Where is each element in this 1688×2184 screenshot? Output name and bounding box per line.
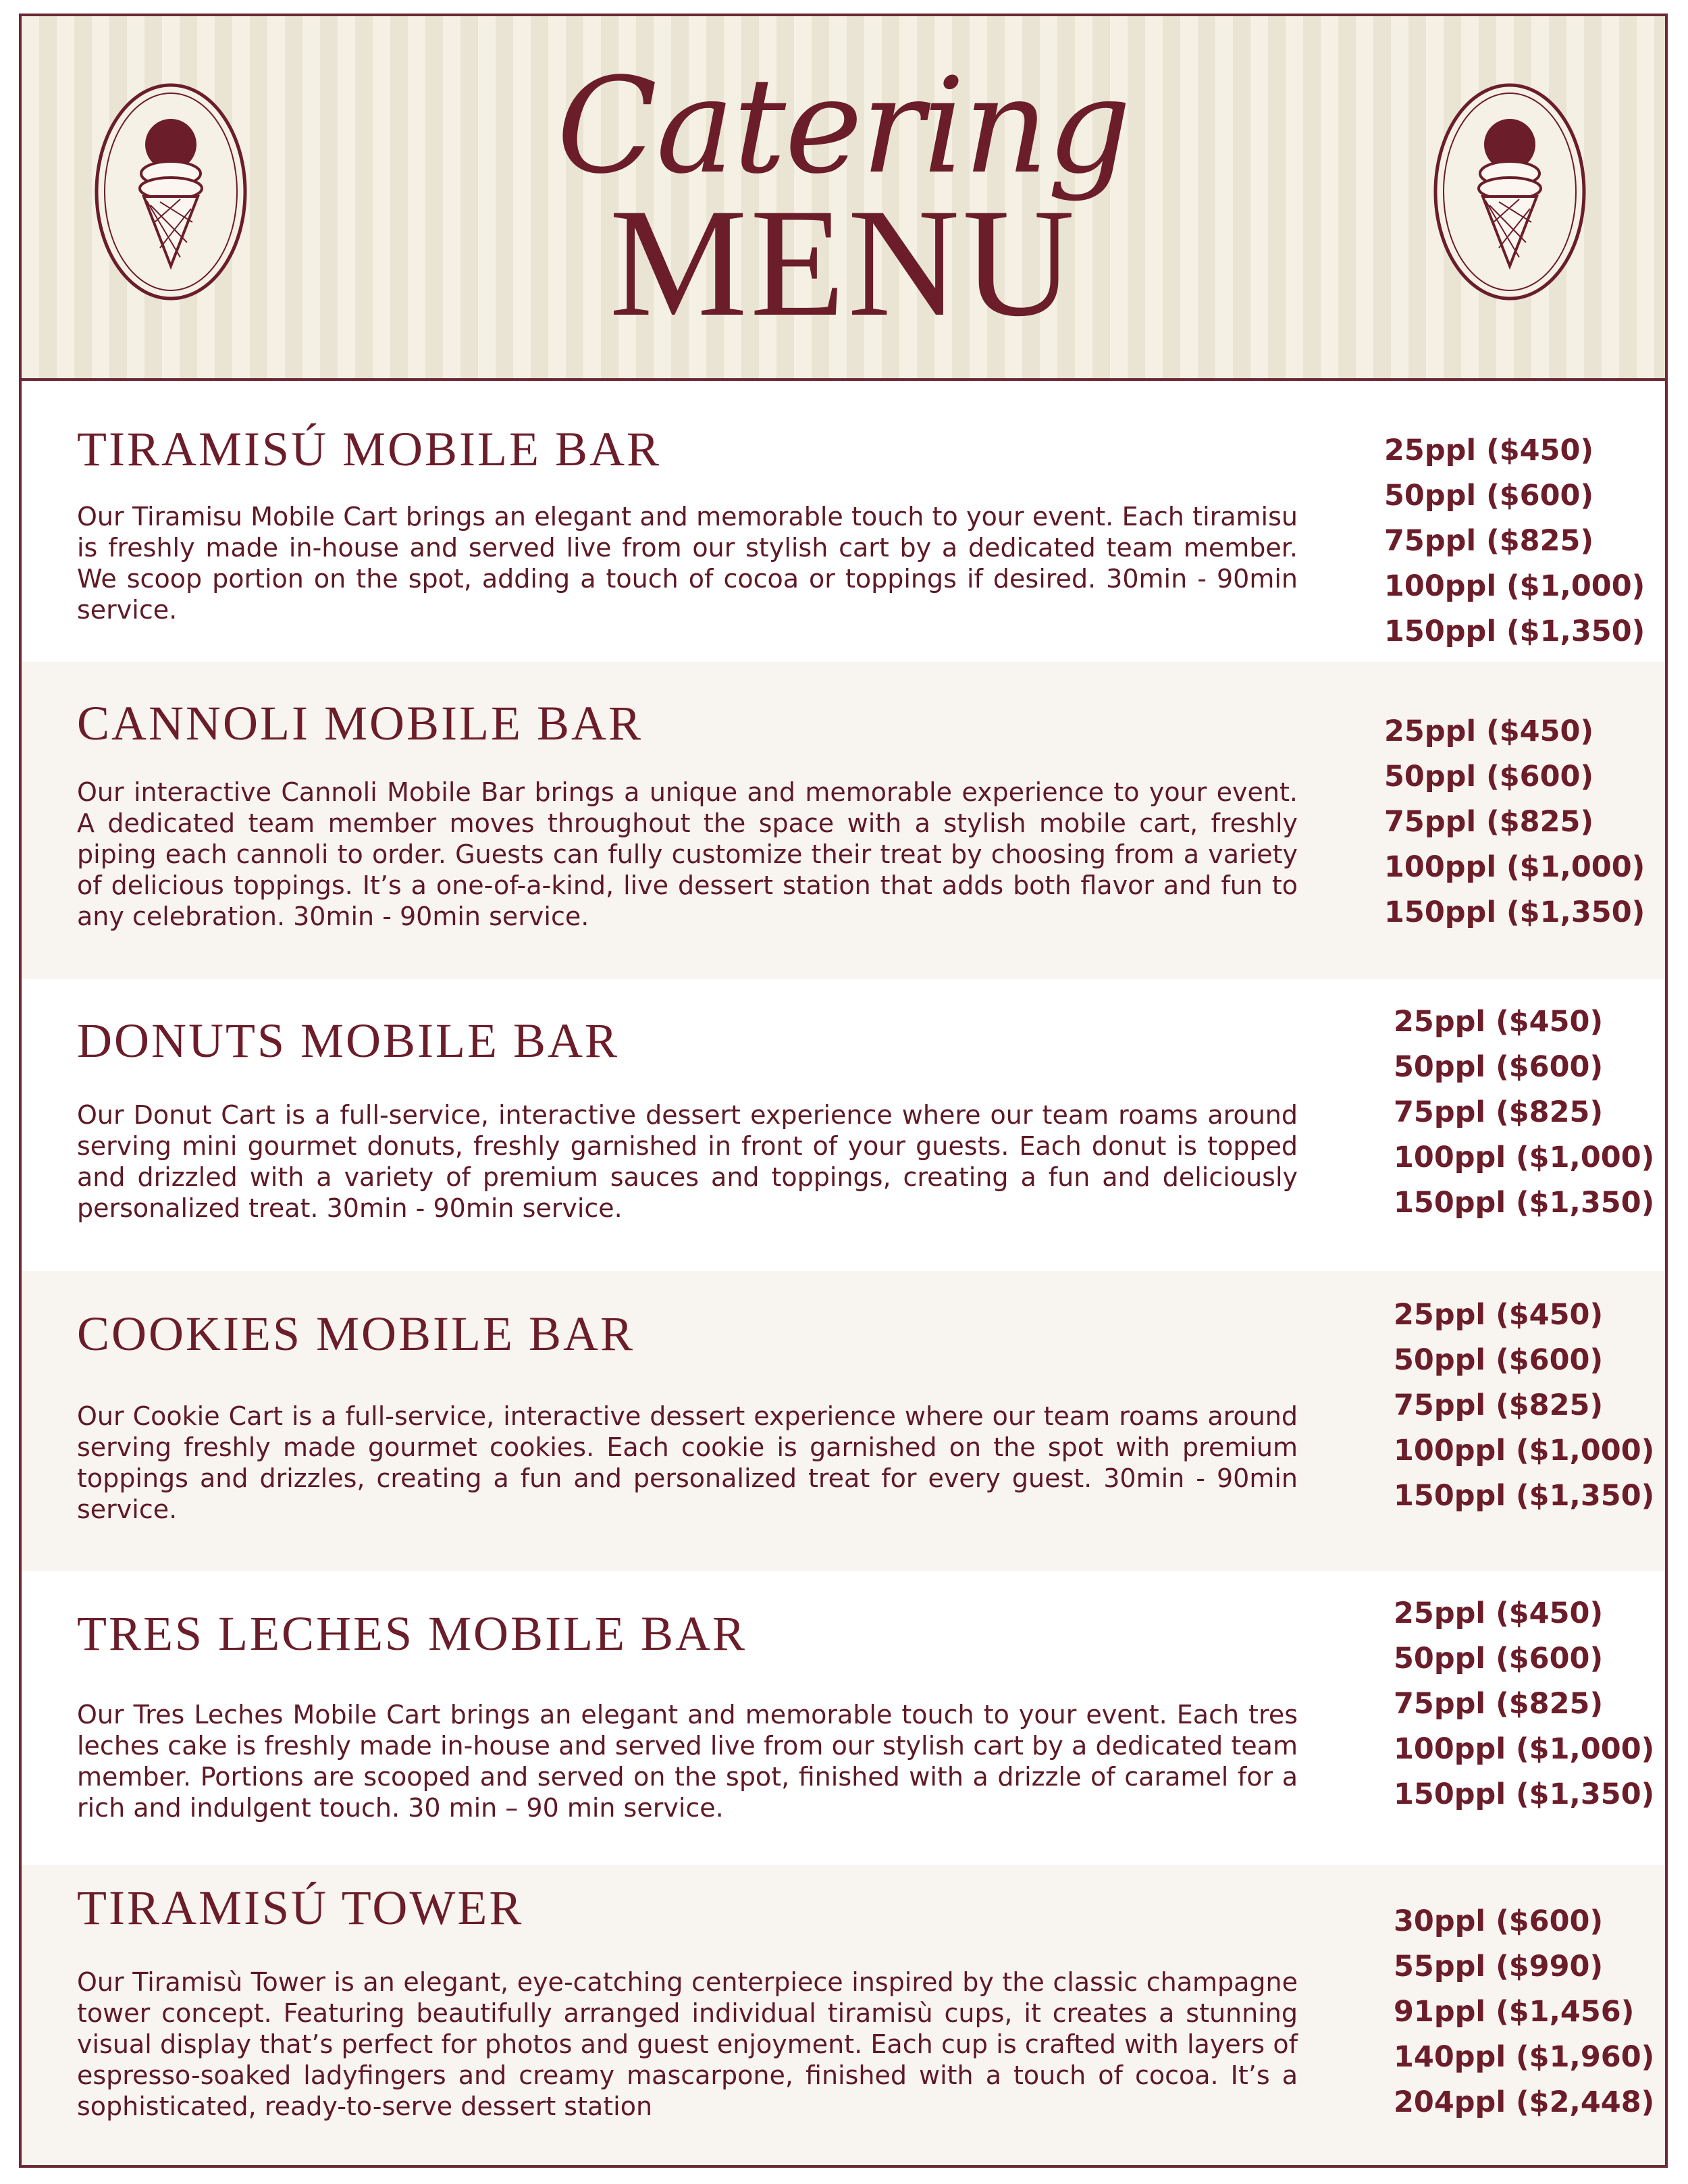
price-list <box>1394 1591 1654 1817</box>
section-description: Our Cookie Cart is a full-service, interactive dessert experience where our team roams around serving freshly made gourmet cookies. Each cookie is garnished on the spot with premium toppings and drizzles, creating a fun and personalized treat for every guest. 30min - 90min service. <box>77 1401 1298 1524</box>
section-description: Our Donut Cart is a full-service, interactive dessert experience where our team roams around serving mini gourmet donuts, freshly garnished in front of your guests. Each donut is topped and drizzled with a variety of premium sauces and toppings, creating a fun and deliciously personalized treat. 30min - 90min service. <box>77 1100 1298 1223</box>
price-tier: 150ppl ($1,350) <box>1394 1479 1655 1513</box>
menu-section-tiramisu-bar <box>22 381 1665 662</box>
price-tier: 50ppl ($600) <box>1394 1642 1604 1675</box>
price-tier: 75ppl ($825) <box>1394 1388 1604 1422</box>
price-tier: 75ppl ($825) <box>1384 805 1594 839</box>
menu-section-donuts-bar <box>22 979 1665 1271</box>
section-title: COOKIES MOBILE BAR <box>77 1307 635 1361</box>
price-tier: 140ppl ($1,960) <box>1394 2040 1655 2074</box>
price-tier: 100ppl ($1,000) <box>1394 1141 1655 1174</box>
section-title: TIRAMISÚ MOBILE BAR <box>77 422 662 476</box>
price-tier: 150ppl ($1,350) <box>1394 1777 1655 1811</box>
price-tier: 75ppl ($825) <box>1384 524 1594 558</box>
menu-page <box>19 14 1668 2168</box>
section-description: Our interactive Cannoli Mobile Bar brings a unique and memorable experience to your event. A dedicated team member moves throughout the space with a stylish mobile cart, freshly piping each cannoli to order. Guests can fully customize their treat by choosing from a variety of delicious toppings. It’s a one-of-a-kind, live dessert station that adds both flavor and fun to any celebration. 30min - 90min service. <box>77 777 1298 931</box>
section-title: DONUTS MOBILE BAR <box>77 1014 620 1068</box>
menu-section-cannoli-bar <box>22 662 1665 979</box>
price-tier: 75ppl ($825) <box>1394 1687 1604 1721</box>
price-tier: 100ppl ($1,000) <box>1384 850 1645 884</box>
price-tier: 100ppl ($1,000) <box>1384 569 1645 603</box>
price-list <box>1394 1293 1654 1519</box>
price-list <box>1394 999 1654 1226</box>
price-tier: 25ppl ($450) <box>1394 1596 1604 1630</box>
price-tier: 50ppl ($600) <box>1394 1050 1604 1084</box>
price-list <box>1384 428 1645 654</box>
price-tier: 100ppl ($1,000) <box>1394 1434 1655 1467</box>
title-main: MENU <box>609 176 1078 348</box>
section-title: CANNOLI MOBILE BAR <box>77 696 643 750</box>
price-tier: 150ppl ($1,350) <box>1394 1186 1655 1220</box>
price-tier: 50ppl ($600) <box>1394 1343 1604 1377</box>
price-tier: 25ppl ($450) <box>1394 1298 1604 1332</box>
price-tier: 150ppl ($1,350) <box>1384 895 1645 929</box>
menu-section-cookies-bar <box>22 1271 1665 1571</box>
section-description: Our Tres Leches Mobile Cart brings an elegant and memorable touch to your event. Each tres leches cake is freshly made in-house and served live from our stylish cart by a dedicated team member. Portions are scooped and served on the spot, finished with a drizzle of caramel for a rich and indulgent touch. 30 min – 90 min service. <box>77 1700 1298 1823</box>
section-description: Our Tiramisù Tower is an elegant, eye-catching centerpiece inspired by the classic champagne tower concept. Featuring beautifully arranged individual tiramisù cups, it creates a stunning visual display that’s perfect for photos and guest enjoyment. Each cup is crafted with layers of espresso-soaked ladyfingers and creamy mascarpone, finished with a touch of cocoa. It’s a sophisticated, ready-to-serve dessert station <box>77 1967 1298 2121</box>
price-list <box>1384 709 1645 935</box>
price-tier: 204ppl ($2,448) <box>1394 2085 1655 2119</box>
price-tier: 50ppl ($600) <box>1384 479 1594 513</box>
price-tier: 25ppl ($450) <box>1394 1005 1604 1039</box>
section-title: TIRAMISÚ TOWER <box>77 1881 524 1935</box>
price-tier: 100ppl ($1,000) <box>1394 1732 1655 1766</box>
section-description: Our Tiramisu Mobile Cart brings an elegant and memorable touch to your event. Each tiramisu is freshly made in-house and served live from our stylish cart by a dedicated team member. We scoop portion on the spot, adding a touch of cocoa or toppings if desired. 30min - 90min service. <box>77 502 1298 625</box>
price-tier: 50ppl ($600) <box>1384 760 1594 794</box>
menu-header <box>22 16 1665 381</box>
price-tier: 30ppl ($600) <box>1394 1904 1604 1938</box>
price-tier: 75ppl ($825) <box>1394 1095 1604 1129</box>
price-list <box>1394 1899 1654 2125</box>
title-script: Catering <box>556 49 1130 203</box>
price-tier: 55ppl ($990) <box>1394 1950 1604 1983</box>
price-tier: 91ppl ($1,456) <box>1394 1995 1635 2029</box>
price-tier: 150ppl ($1,350) <box>1384 615 1645 648</box>
price-tier: 25ppl ($450) <box>1384 714 1594 748</box>
price-tier: 25ppl ($450) <box>1384 434 1594 467</box>
menu-section-tiramisu-tower <box>22 1865 1665 2168</box>
section-title: TRES LECHES MOBILE BAR <box>77 1607 747 1661</box>
menu-section-tres-leches-bar <box>22 1571 1665 1865</box>
